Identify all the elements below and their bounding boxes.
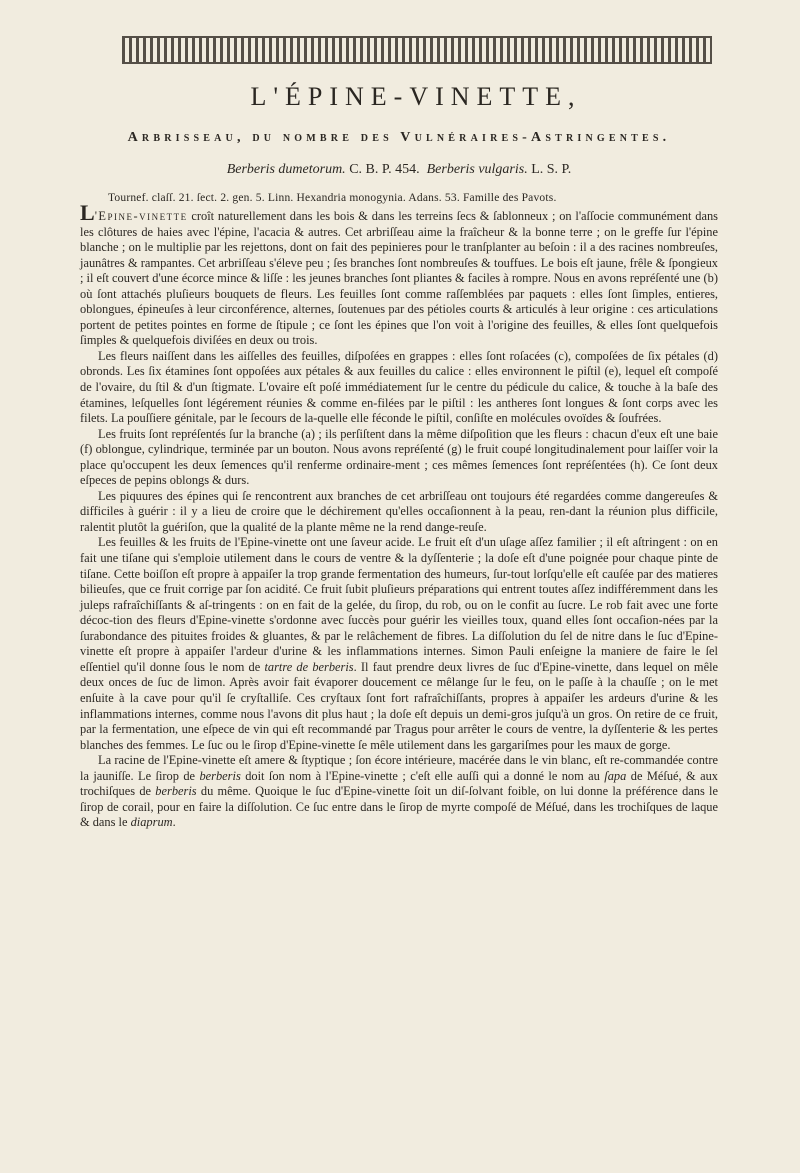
paragraph-1-text: croît naturellement dans les bois & dans les terreins ſecs & ſablonneux ; on l'aſſocie communément dans les clôtures de haies avec l'épine, l'acacia & autres. Cet arbriſſeau aime la fraîcheur & la bonne terre ; on le greffe ſur l'épine blanche ; on le multiplie par les rejettons, dont on fait des pepinieres pour le tranſplanter au beſoin : il a des racines nombreuſes, jaunâtres & rampantes. Cet arbriſſeau s'éleve peu ; ſes branches ſont nombreuſes & touffues. Le bois eſt jaune, frêle & ſpongieux ; il eſt couvert d'une écorce mince & liſſe : les jeunes branches ſont pliantes & faciles à rompre. Nous en avons repréſenté une (b) où ſont attachés pluſieurs bouquets de fleurs. Les feuilles ſont comme raſſemblées par paquets : elles ſont ſimples, entieres, oblongues, épineuſes à leur circonférence, alternes, ſoutenues par des pétioles courts & articulés à leur origine : ces articulations portent de petites pointes en forme de ſtipule ; ce ſont les épines que l'on voit à l'origine des feuilles, & elles ſont quelquefois ſimples & quelquefois diviſées en deux ou trois.	[80, 209, 718, 348]
first-word: 'Epine-vinette	[94, 209, 188, 223]
paragraph-5-text-a: Les feuilles & les fruits de l'Epine-vinette ont une ſaveur acide. Le fruit eſt d'un uſage aſſez familier ; il eſt aſtringent : on en fait une tiſane qui s'emploie utilement dans le cours de ventre & la dyſſenterie ; la doſe eſt d'une poignée pour chaque pinte de tiſane. Cette boiſſon eſt propre à appaiſer la trop grande fermentation des humeurs, ſur-tout lorſqu'elle eſt cauſée par des matieres bilieuſes, que ce fruit corrige par ſon acidité. Ce fruit ſubit pluſieurs préparations qui entrent toutes aſſez indifféremment dans les juleps rafraîchiſſants & aſ-tringents : on en fait de la gelée, du ſirop, du rob, ou on le confit au ſucre. Le rob fait avec une forte décoc-tion des fleurs d'Epine-vinette s'ordonne avec ſuccès pour guérir les vieilles toux, quand elles ſont occaſion-nées par la ſurabondance des pituites froides & gluantes, & par le relâchement de fibres. La diſſolution du ſel de nitre dans le ſuc d'Epine-vinette eſt propre à appaiſer l'ardeur d'urine & les inflammations internes. Simon Pauli enſeigne la maniere de faire le ſel eſſentiel qu'il donne ſous le nom de	[80, 535, 718, 674]
decorative-ornament-band	[122, 36, 712, 64]
paragraph-thorns: Les piquures des épines qui ſe rencontrent aux branches de cet arbriſſeau ont toujours été regardées comme dangereuſes & difficiles à guérir : il y a lieu de croire que le déchirement qu'elles occaſionnent à la peau, ren-dant la réunion plus difficile, ralentit plutôt la guériſon, que la qualité de la plante même ne la rend dange-reuſe.	[80, 488, 718, 534]
paragraph-6-text-e: .	[172, 815, 176, 830]
synonym-2-reference: L. S. P.	[531, 162, 572, 177]
paragraph-6-text-b: doit ſon nom à l'Epine-vinette ; c'eſt elle auſſi qui a donné le nom au	[240, 768, 605, 783]
italic-term: berberis	[199, 768, 241, 783]
paragraph-flowers: Les fleurs naiſſent dans les aiſſelles des feuilles, diſpoſées en grappes : elles ſont roſacées (c), compoſées de ſix pétales (d) obronds. Les ſix étamines ſont oppoſées aux pétales & aux feuilles du calice : elles environnent le piſtil (e), lequel eſt compoſé de l'ovaire, du ſtil & d'un ſtigmate. L'ovaire eſt poſé immédiatement ſur le centre du pédicule du calice, & touche à la baſe des étamines, leſquelles ſont légérement réunies & comme en-filées par le piſtil : les antheres ſont longues & ſont corps avec les filets. La pouſſiere génitale, par le ſecours de la-quelle elle féconde le piſtil, conſiſte en molécules ovoïdes & ſoufrées.	[80, 348, 718, 426]
classification-line: Tournef. claſſ. 21. ſect. 2. gen. 5. Linn. Hexandria monogynia. Adans. 53. Famille des Pavots.	[108, 192, 557, 204]
synonym-2: Berberis vulgaris.	[426, 162, 528, 177]
italic-term: tartre de berberis	[264, 659, 354, 674]
paragraph-root	[80, 753, 718, 831]
botanical-synonyms	[80, 162, 718, 178]
paragraph-fruits: Les fruits ſont repréſentés ſur la branche (a) ; ils perſiſtent dans la même diſpoſition que les fleurs : chacun d'eux eſt une baie (f) oblongue, cylindrique, terminée par un bouton. Nous avons repréſenté (g) le fruit coupé longitudinalement pour laiſſer voir la place qu'occupent les deux ſemences qu'il renferme ordinaire-ment ; ces mêmes ſemences ſont repréſentées (h). Ce ſont deux eſpeces de pepins oblongs & durs.	[80, 426, 718, 488]
plant-category-subtitle: Arbrisseau, du nombre des Vulnéraires-Astringentes.	[127, 130, 671, 145]
paragraph-habitat	[80, 200, 718, 349]
paragraph-6-text-c: de Méſué, & aux trochiſques de	[80, 768, 718, 799]
paragraph-uses	[80, 535, 718, 753]
synonym-1-reference: C. B. P. 454.	[349, 162, 420, 177]
paragraph-6-text-a: La racine de l'Epine-vinette eſt amere & ſtyptique ; ſon écore intérieure, macérée dans le vin blanc, eſt re-commandée contre la jauniſſe. Le ſirop de	[80, 753, 718, 783]
page-title: L'ÉPINE-VINETTE,	[250, 82, 582, 111]
italic-term: diaprum	[130, 815, 173, 830]
synonym-1: Berberis dumetorum.	[226, 162, 346, 177]
drop-cap: L	[80, 200, 95, 225]
paragraph-5-text-b: . Il faut prendre deux livres de ſuc d'Epine-vinette, dans lequel on mêle deux onces de ſuc de limon. Après avoir fait évaporer doucement ce mêlange ſur le feu, on le paſſe à la chauſſe ; on le met enſuite à la cave pour qu'il ſe cryſtalliſe. Ces cryſtaux ſont fort rafraîchiſſants, propres à appaiſer les ardeurs d'urine & les inflammations internes, comme nous l'avons dit plus haut ; la doſe eſt depuis un demi-gros juſqu'à un gros. On retire de ce fruit, par la fermentation, une eſpece de vin qui eſt recommandé par Tragus pour arrêter le cours de ventre, la dyſſenterie & les pertes blanches des femmes. Le ſuc ou le ſirop d'Epine-vinette ſe mêle utilement dans les gargariſmes pour les maux de gorge.	[80, 659, 719, 752]
paragraph-6-text-d: du même. Quoique le ſuc d'Epine-vinette ſoit un diſ-ſolvant foible, on lui donne la préférence dans le ſirop de corail, pour en faire la diſſolution. Ce ſuc entre dans le ſirop de myrte compoſé de Méſué, dans les trochiſques de laque & dans le	[80, 784, 718, 830]
italic-term: ſapa	[604, 768, 627, 783]
italic-term: berberis	[155, 784, 197, 799]
article-body	[80, 200, 719, 831]
